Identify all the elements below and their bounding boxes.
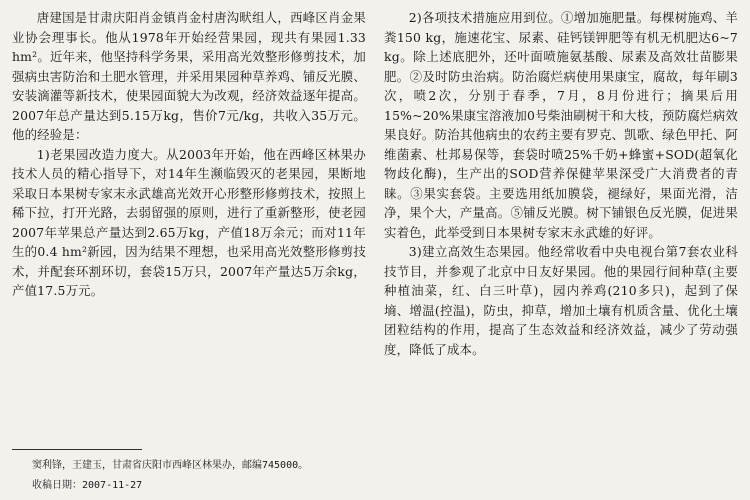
column-spacer [12, 301, 366, 444]
experience-2-paragraph: 2)各项技术措施应用到位。①增加施肥量。每棵树施鸡、羊粪150 kg，施速花宝、尿素、硅钙镁钾肥等有机无机肥达6~7 kg。除上述底肥外，还叶面喷施氨基酸、尿素及高效壮苗膨果肥。②及时防虫治病。防治腐烂病使用果康宝，腐故，每年刷3次，喷2次，分别于春季，7月，8月份进行；摘果后用15%~20%果康宝溶液加0号柴油刷树干和大枝，预防腐烂病效果良好。防治其他病虫的农药主要有罗克、凯歌、绿色甲托、阿维菌素、杜邦易保等，套袋时喷25%千奶+蜂蜜+SOD(超氧化物歧化酶)，生产出的SOD营养保健苹果深受广大消费者的青睐。③果实套袋。主要选用纸加膜袋，褪绿好，果面光滑，洁净，果个大，产量高。⑤铺反光膜。树下铺银色反光膜，促进果实着色，此举受到日本果树专家末永武雄的好评。 [384, 10, 738, 240]
left-column [12, 8, 366, 494]
received-date: 收稿日期：2007-11-27 [32, 480, 143, 491]
intro-paragraph: 唐建国是甘肃庆阳肖金镇肖金村唐沟畎组人，西峰区肖金果业协会理事长。他从1978年开始经营果园，现共有果园1.33 hm²。近年来，他坚持科学务果，采用高光效整形修剪技术，加强病虫害防治和土肥水管理，并采用果园种草养鸡、铺反光膜、安装滴灌等新技术，使果园面貌大为改观，经济效益逐年提高。2007年总产量达到5.15万kg，售价7元/kg，共收入35万元。他的经验是： [12, 10, 366, 142]
experience-3-paragraph: 3)建立高效生态果园。他经常收看中央电视台第7套农业科技节目，并参观了北京中日友好果园。他的果园行间种草(主要种植油菜，红、白三叶草)，园内养鸡(210多只)，起到了保墒、增温(控温)，防虫，抑草，增加土壤有机质含量、优化土壤团粒结构的作用，提高了生态效益和经济效益，减少了劳动强度，降低了成本。 [384, 244, 738, 357]
experience-1-paragraph: 1)老果园改造力度大。从2003年开始，他在西峰区林果办技术人员的精心指导下，对14年生濒临毁灭的老果园，果断地采取日本果树专家末永武雄高光效开心形整形修剪技术，按照上稀下拉，打开光路，去弱留强的原则，进行了重新整形，使老园2007年苹果总产量达到2.65万kg，产值18万余元；而对11年生的0.4 hm²新园，因为结果不理想，也采用高光效整形修剪技术，并配套环割环切，套袋15万只，2007年产量达5万余kg，产值17.5万元。 [12, 146, 366, 298]
footnote-divider [12, 449, 142, 450]
author-footnote: 窦利锋，王建玉，甘肃省庆阳市西峰区林果办，邮编745000。 [32, 460, 309, 471]
right-column [384, 8, 738, 494]
